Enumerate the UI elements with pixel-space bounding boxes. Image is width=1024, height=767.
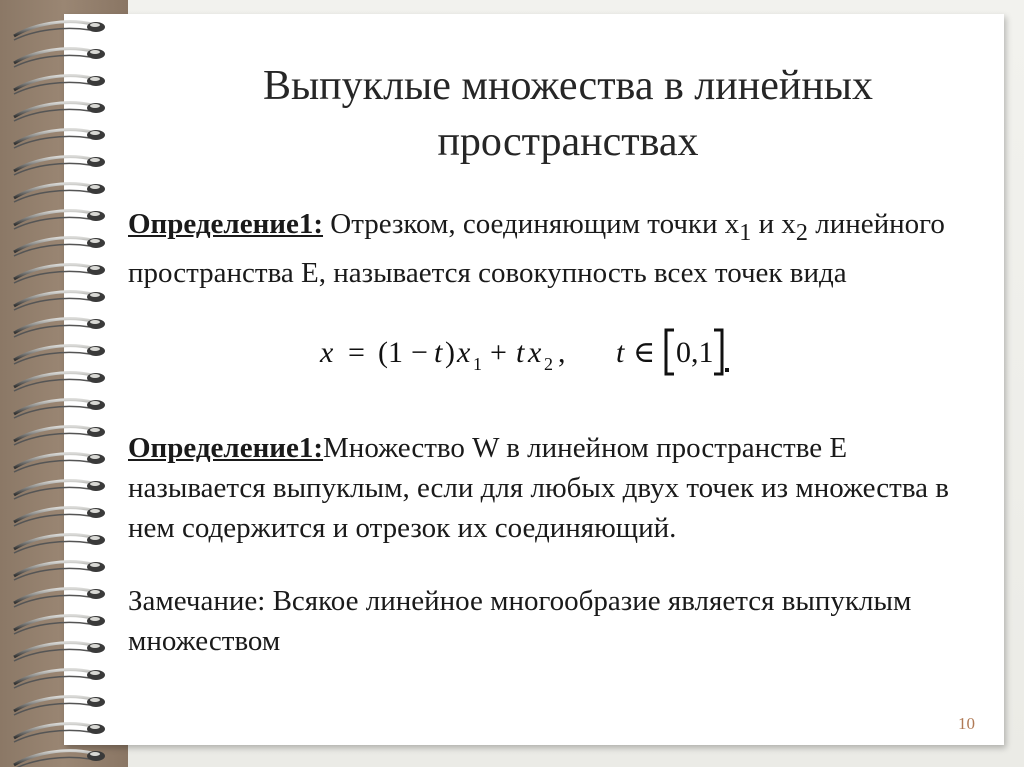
title-line-2: пространствах (437, 119, 699, 165)
title-line-1: Выпуклые множества в линейных (262, 63, 874, 109)
spiral-ring (14, 292, 105, 310)
spiral-ring (14, 427, 105, 445)
spiral-ring (14, 751, 105, 767)
formula-in: ∈ (633, 336, 656, 369)
spiral-ring (14, 724, 105, 742)
definition-1-term: Определение1: (128, 208, 324, 240)
spiral-ring (14, 643, 105, 661)
spiral-ring (14, 616, 105, 634)
formula-end-dot (725, 368, 729, 372)
formula-x: x (320, 336, 334, 369)
slide-title (128, 58, 1008, 170)
spiral-ring (14, 103, 105, 121)
formula-x-a: x (457, 336, 471, 369)
formula-t2: t (516, 336, 525, 369)
spiral-ring (14, 400, 105, 418)
formula-left-bracket (666, 330, 674, 374)
definition-2-text: Множество W в линейном пространстве E называется выпуклым, если для любых двух точек из множества в нем содержится и отрезок их соединяющий. (128, 432, 949, 544)
definition-2-term: Определение1: (128, 432, 324, 464)
spiral-ring (14, 481, 105, 499)
formula-interval: 0,1 (676, 336, 714, 369)
spiral-ring (14, 589, 105, 607)
formula-x-b: x (528, 336, 542, 369)
spiral-ring (14, 211, 105, 229)
spiral-ring (14, 184, 105, 202)
definition-1-text-b: и x (751, 208, 796, 240)
spiral-ring (14, 130, 105, 148)
formula-close-paren: ) (445, 336, 455, 369)
formula-plus: + (490, 336, 507, 369)
definition-1 (128, 204, 988, 293)
spiral-ring (14, 454, 105, 472)
spiral-ring (14, 697, 105, 715)
remark (128, 581, 988, 661)
spiral-ring (14, 670, 105, 688)
formula-minus: − (411, 336, 428, 369)
definition-1-sub-2: 2 (795, 218, 808, 246)
spiral-ring (14, 49, 105, 67)
segment-formula (318, 324, 748, 384)
spiral-ring (14, 265, 105, 283)
formula-right-bracket (714, 330, 722, 374)
spiral-ring (14, 508, 105, 526)
spiral-ring (14, 562, 105, 580)
formula-t3: t (616, 336, 625, 369)
spiral-ring (14, 238, 105, 256)
formula-t1: t (434, 336, 443, 369)
formula-sub-b: 2 (544, 354, 553, 374)
spiral-ring (14, 22, 105, 40)
definition-1-text-a: Отрезком, соединяющим точки x (323, 208, 740, 240)
spiral-ring (14, 373, 105, 391)
formula-equals: = (348, 336, 365, 369)
formula-comma: , (558, 336, 566, 369)
spiral-ring (14, 535, 105, 553)
spiral-ring (14, 76, 105, 94)
definition-2 (128, 428, 988, 548)
spiral-ring (14, 157, 105, 175)
definition-1-text-c: линейного пространства E, называется совокупность всех точек вида (128, 208, 945, 289)
formula-sub-a: 1 (473, 354, 482, 374)
formula-open-paren: (1 (378, 336, 403, 369)
definition-1-sub-1: 1 (739, 218, 752, 246)
spiral-ring (14, 346, 105, 364)
remark-text: Замечание: Всякое линейное многообразие является выпуклым множеством (128, 585, 912, 657)
spiral-ring (14, 319, 105, 337)
page-number: 10 (958, 714, 975, 733)
spiral-rings (0, 0, 130, 767)
